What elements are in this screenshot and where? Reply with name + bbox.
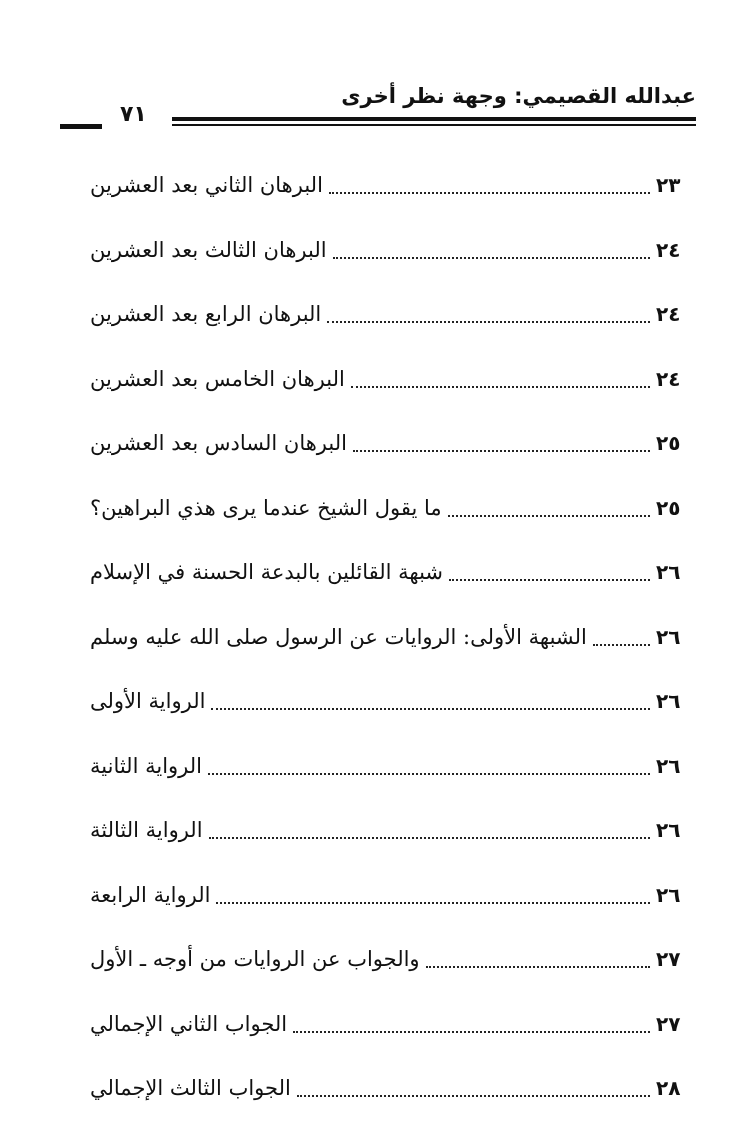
toc-entry-page: ٢٥ [656,495,681,520]
toc-entry [90,418,696,483]
toc-entry-title: البرهان الرابع بعد العشرين [90,302,322,326]
toc-entry-page: ٢٧ [656,1011,681,1036]
toc-entry-page: ٢٣ [656,173,681,197]
toc-entry [90,225,696,290]
toc-entry-page: ٢٦ [656,818,681,842]
toc-entry-page: ٢٤ [656,366,681,391]
toc-entry-title: البرهان الثاني بعد العشرين [90,173,323,197]
toc-entry [90,160,696,225]
toc-entry-title: شبهة القائلين بالبدعة الحسنة في الإسلام [90,560,444,584]
toc-entry-title: ما يقول الشيخ عندما يرى هذي البراهين؟ [90,495,442,520]
toc-entry-page: ٢٥ [656,431,681,455]
dot-leader [333,225,650,259]
toc-entry-title: والجواب عن الروايات من أوجه ـ الأول [90,947,420,971]
dot-leader [329,160,650,194]
toc-entry-title: البرهان السادس بعد العشرين [90,431,347,455]
dot-leader [449,547,650,581]
toc-entry [90,676,696,741]
toc-entry [90,805,696,870]
toc-entry-page: ٢٤ [656,237,681,262]
dot-leader [216,870,650,904]
dot-leader [593,612,650,646]
toc-entry-title: الرواية الأولى [90,689,206,713]
toc-entry-page: ٢٦ [656,689,681,713]
book-title: عبدالله القصيمي: وجهة نظر أخرى [341,84,696,108]
toc-entry [90,289,696,354]
dot-leader [293,999,650,1033]
toc-entry-page: ٢٤ [656,302,681,326]
dot-leader [208,741,650,775]
toc-entry-page: ٢٦ [656,560,681,584]
toc-entry-title: الرواية الرابعة [90,882,211,907]
toc-entry [90,1063,696,1128]
dot-leader [353,418,650,452]
toc-entry [90,483,696,548]
toc-entry-title: الرواية الثالثة [90,818,203,842]
dot-leader [351,354,650,388]
toc-entry-title: البرهان الثالث بعد العشرين [90,237,327,262]
dot-leader [209,805,650,839]
toc-entry [90,934,696,999]
header-rule-short [60,124,102,129]
toc-entry-page: ٢٦ [656,882,681,907]
header-rule-thick [172,117,696,121]
dot-leader [426,934,650,968]
toc-entry [90,741,696,806]
toc-entry [90,999,696,1064]
running-header [60,84,696,132]
toc-entry-page: ٢٨ [656,1076,681,1100]
table-of-contents [90,160,696,1128]
toc-entry-page: ٢٦ [656,753,681,778]
toc-entry-title: البرهان الخامس بعد العشرين [90,366,345,391]
dot-leader [211,676,650,710]
page-number: ٧١ [120,102,147,127]
toc-entry-title: الشبهة الأولى: الروايات عن الرسول صلى الله عليه وسلم [90,624,587,649]
toc-entry-page: ٢٦ [656,624,681,649]
dot-leader [327,289,650,323]
toc-entry [90,547,696,612]
toc-entry-title: الرواية الثانية [90,753,202,778]
dot-leader [448,483,650,517]
toc-entry-title: الجواب الثالث الإجمالي [90,1076,291,1100]
toc-entry [90,612,696,677]
toc-entry [90,870,696,935]
toc-entry [90,354,696,419]
header-rule-thin [172,124,696,126]
toc-entry-page: ٢٧ [656,947,681,971]
toc-entry-title: الجواب الثاني الإجمالي [90,1011,288,1036]
dot-leader [297,1063,650,1097]
